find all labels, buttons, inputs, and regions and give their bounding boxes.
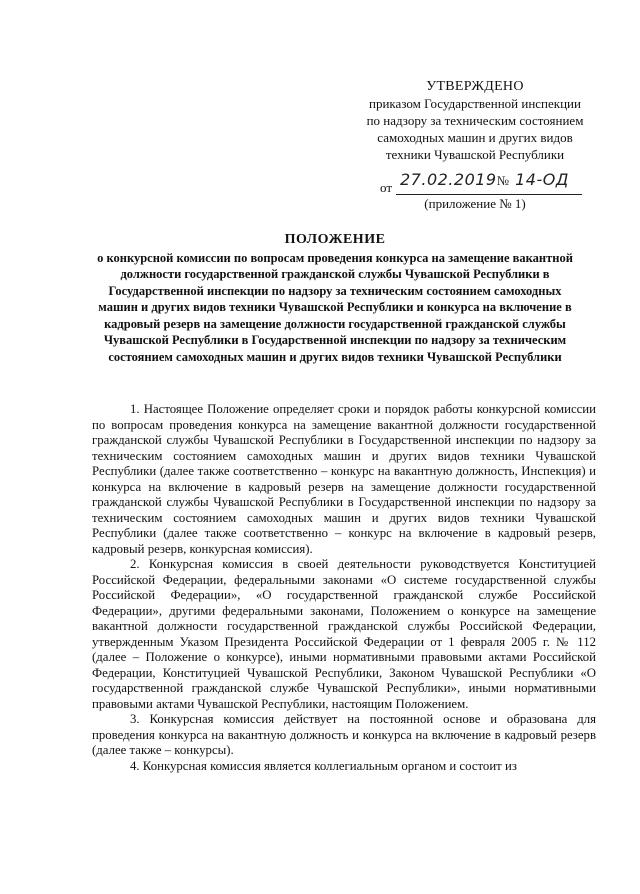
order-date-number-line xyxy=(350,170,600,199)
approval-line-2: по надзору за техническим состоянием xyxy=(366,113,584,128)
document-subtitle: о конкурсной комиссии по вопросам проведения конкурса на замещение вакантной должности государственной гражданской службы Чувашской Республики в Государственной инспекции по надзору за техническим состоянием самоходных машин и других видов техники Чувашской Республики и конкурса на включение в кадровый резерв на замещение должности государственной гражданской службы Чувашской Республики в Государственной инспекции по надзору за техническим состоянием самоходных машин и других видов техники Чувашской Республики xyxy=(97,250,573,364)
approval-line-3: самоходных машин и других видов xyxy=(377,130,573,145)
number-sign: № xyxy=(496,173,510,188)
paragraph-2: 2. Конкурсная комиссия в своей деятельности руководствуется Конституцией Российской Федерации, федеральными законами «О системе государственной службы Российской Федерации», «О государственной гражданской службе Российской Федерации», другими федеральными законами, Положением о конкурсе на замещение вакантной должности государственной гражданской службы Российской Федерации, утвержденным Указом Президента Российской Федерации от 1 февраля 2005 г. № 112 (далее – Положение о конкурсе), иными нормативными правовыми актами Российской Федерации, Конституцией Чувашской Республики, Законом Чувашской Республики «О государственной гражданской службе Чувашской Республики», иными нормативными правовыми актами Чувашской Республики, настоящим Положением. xyxy=(92,557,596,711)
handwritten-date: 27.02.2019 xyxy=(400,170,497,189)
approved-label: УТВЕРЖДЕНО xyxy=(426,79,524,94)
approval-line-4: техники Чувашской Республики xyxy=(385,147,565,162)
document-title-block xyxy=(90,232,580,365)
paragraph-3: 3. Конкурсная комиссия действует на постоянной основе и образована для проведения конкурса на вакантную должность и конкурса на включение в кадровый резерв (далее также – конкурсы). xyxy=(92,712,596,757)
handwritten-date-number xyxy=(400,171,569,189)
paragraph-1: 1. Настоящее Положение определяет сроки и порядок работы конкурсной комиссии по вопросам проведения конкурса на замещение вакантной должности государственной гражданской службы Чувашской Республики в Государственной инспекции по надзору за техническим состоянием самоходных машин и других видов техники Чувашской Республики (далее также соответственно – конкурс на вакантную должность, Инспекция) и конкурса на включение в кадровый резерв на замещение должности государственной гражданской службы Чувашской Республики в Государственной инспекции по надзору за техническим состоянием самоходных машин и других видов техники Чувашской Республики (далее также соответственно – конкурс на включение в кадровый резерв, кадровый резерв, конкурсная комиссия). xyxy=(92,402,596,556)
underline xyxy=(396,194,582,195)
approval-line-1: приказом Государственной инспекции xyxy=(369,96,581,111)
appendix-label: (приложение № 1) xyxy=(424,196,526,211)
paragraph-4: 4. Конкурсная комиссия является коллегиальным органом и состоит из xyxy=(130,758,517,773)
approval-stamp-block xyxy=(350,78,600,212)
document-heading: ПОЛОЖЕНИЕ xyxy=(284,232,386,247)
document-body xyxy=(92,402,596,774)
date-prefix: от xyxy=(380,180,393,195)
handwritten-number: 14-ОД xyxy=(515,170,569,189)
